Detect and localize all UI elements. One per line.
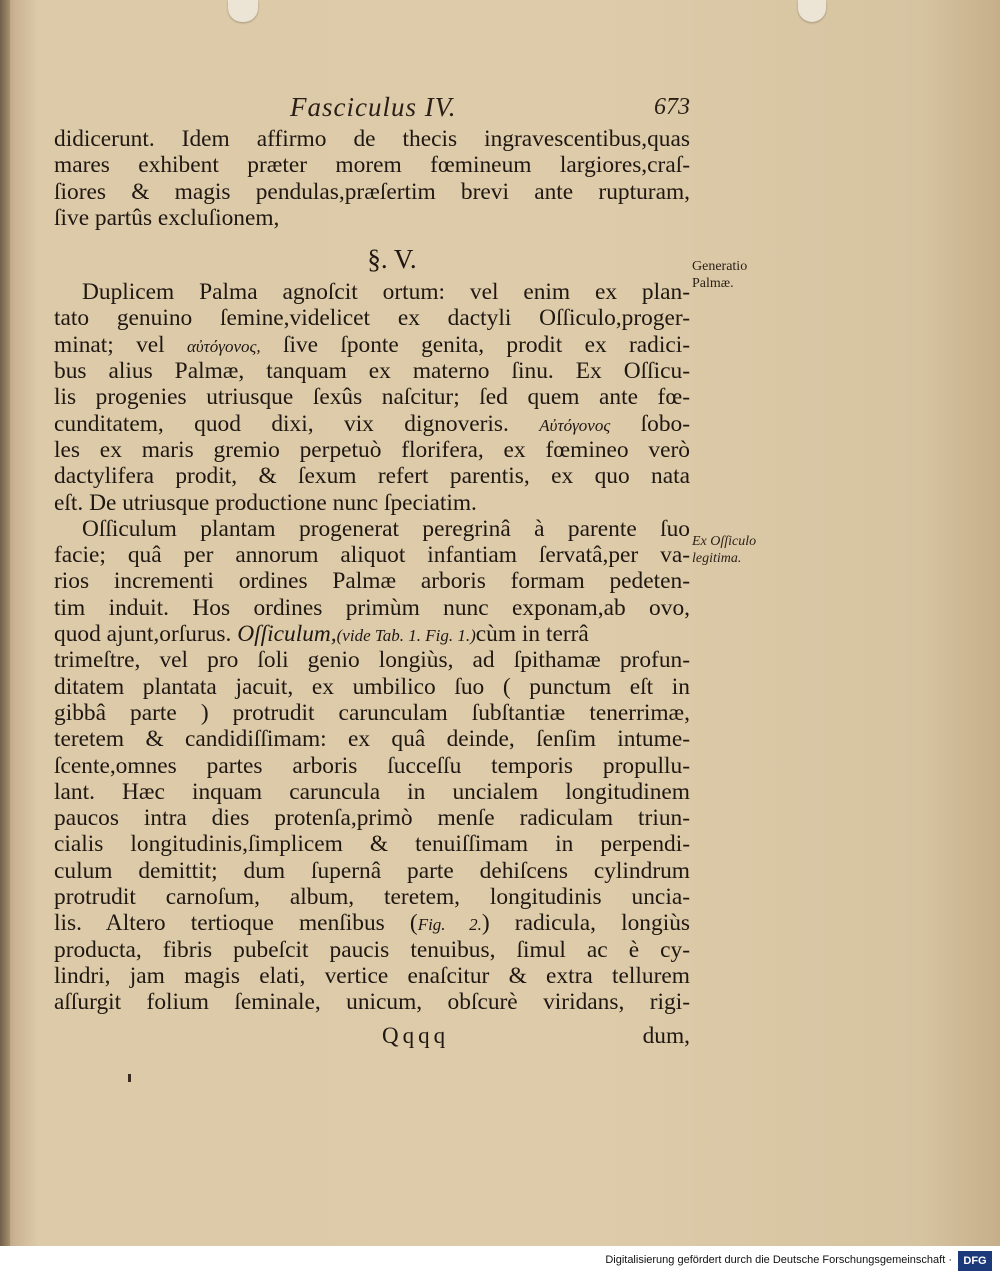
text-line: tato genuino ſemine,videlicet ex dactyli Oſſiculo,proger-: [54, 305, 690, 332]
text-line: ſiores & magis pendulas,præſertim brevi ante rupturam,: [54, 178, 690, 205]
text-run: lis. Altero tertioque menſibus (: [54, 910, 418, 937]
italic-word: Oſſiculum,: [237, 621, 337, 648]
text-line: Oſſiculum plantam progenerat peregrinâ à parente ſuo: [82, 515, 690, 542]
catchword: dum,: [642, 1022, 690, 1049]
text-line: ſcente,omnes partes arboris ſucceſſu temporis propullu-: [54, 752, 690, 779]
text-run: cunditatem, quod dixi, vix dignoveris.: [54, 410, 540, 437]
marginal-line: Ex Oſſiculo: [692, 534, 757, 549]
text-line: culum demittit; dum ſupernâ parte dehiſcens cylindrum: [54, 857, 690, 884]
text-line: trimeſtre, vel pro ſoli genio longiùs, ad ſpithamæ profun-: [54, 647, 690, 674]
marginal-line: Generatio: [692, 259, 748, 274]
text-line: tim induit. Hos ordines primùm nunc exponam,ab ovo,: [54, 594, 690, 621]
text-line: dactylifera prodit, & ſexum refert parentis, ex quo nata: [54, 463, 690, 490]
text-line: lant. Hæc inquam caruncula in uncialem longitudinem: [54, 778, 690, 805]
ink-mark: [128, 1074, 131, 1082]
text-line: ditatem plantata jacuit, ex umbilico ſuo ( punctum eſt in: [54, 673, 690, 700]
text-line: producta, fibris pubeſcit paucis tenuibus, ſimul ac è cy-: [54, 936, 690, 963]
marginal-line: Palmæ.: [692, 276, 734, 291]
text-line: rios incrementi ordines Palmæ arboris formam pedeten-: [54, 568, 690, 595]
paragraph-1: [54, 279, 690, 516]
text-line: facie; quâ per annorum aliquot infantiam ſervatâ,per va-: [54, 542, 690, 569]
figure-reference: Fig. 2.: [417, 915, 482, 935]
digitization-footer: [0, 1246, 1000, 1276]
text-line: gibbâ parte ) protrudit carunculam ſubſtantiæ tenerrimæ,: [54, 699, 690, 726]
page-tab-left: [228, 0, 258, 22]
text-line: protrudit carnoſum, album, teretem, longitudinis uncia-: [54, 884, 690, 911]
text-line: paucos intra dies protenſa,primò menſe radiculam triun-: [54, 805, 690, 832]
dfg-logo-icon: DFG: [958, 1251, 992, 1271]
paragraph-2: [54, 516, 690, 1016]
text-run: quod ajunt,orſurus.: [54, 621, 232, 648]
text-line: lis progenies utriusque ſexûs naſcitur; ſed quem ante fœ-: [54, 384, 690, 411]
text-line: [54, 332, 690, 358]
greek-word: Αὐτόγονος: [539, 415, 611, 435]
text-line: lindri, jam magis elati, vertice enaſcitur & extra tellurem: [54, 962, 690, 989]
figure-reference: (vide Tab. 1. Fig. 1.): [336, 626, 476, 646]
text-line: aſſurgit folium ſeminale, unicum, obſcurè viridans, rigi-: [54, 989, 690, 1016]
funding-credit: Digitalisierung gefördert durch die Deutsche Forschungsgemeinschaft ·: [605, 1254, 952, 1266]
page-tab-right: [798, 0, 826, 22]
header-title: Fasciculus IV.: [290, 92, 457, 122]
greek-word: αὐτόγονος,: [186, 336, 261, 356]
text-line: eſt. De utriusque productione nunc ſpeciatim.: [54, 489, 477, 516]
text-run: minat; vel: [54, 331, 187, 358]
text-line: ſive partûs excluſionem,: [54, 204, 280, 231]
text-line: [54, 910, 690, 936]
text-run: ſive ſponte genita, prodit ex radici-: [260, 331, 690, 358]
signature-mark: Qqqq: [382, 1022, 450, 1048]
text-line: Duplicem Palma agnoſcit ortum: vel enim ex plan-: [82, 279, 690, 306]
text-line: bus alius Palmæ, tanquam ex materno ſinu. Ex Oſſicu-: [54, 358, 690, 385]
marginal-line: legitima.: [692, 551, 742, 566]
text-line: les ex maris gremio perpetuò florifera, ex fœmineo verò: [54, 436, 690, 463]
running-header: [54, 92, 690, 128]
text-run: ) radicula, longiùs: [481, 910, 690, 937]
page-number: 673: [654, 94, 690, 120]
text-line: teretem & candidiſſimam: ex quâ deinde, ſenſim intume-: [54, 726, 690, 753]
text-line: cialis longitudinis,ſimplicem & tenuiſſimam in perpendi-: [54, 831, 690, 858]
body-text: [54, 126, 690, 1052]
text-run: cùm in terrâ: [475, 621, 589, 648]
text-line: mares exhibent præter morem fœmineum largiores,craſ-: [54, 152, 690, 179]
text-run: ſobo-: [610, 410, 690, 437]
text-line: [54, 411, 690, 437]
catchline: [54, 1020, 690, 1052]
marginal-note-ex-ossiculo: [692, 533, 756, 567]
text-line: didicerunt. Idem affirmo de thecis ingravescentibus,quas: [54, 126, 690, 152]
marginal-note-generatio: [692, 258, 747, 292]
section-heading: §. V.: [367, 244, 417, 275]
text-line: [54, 621, 690, 647]
